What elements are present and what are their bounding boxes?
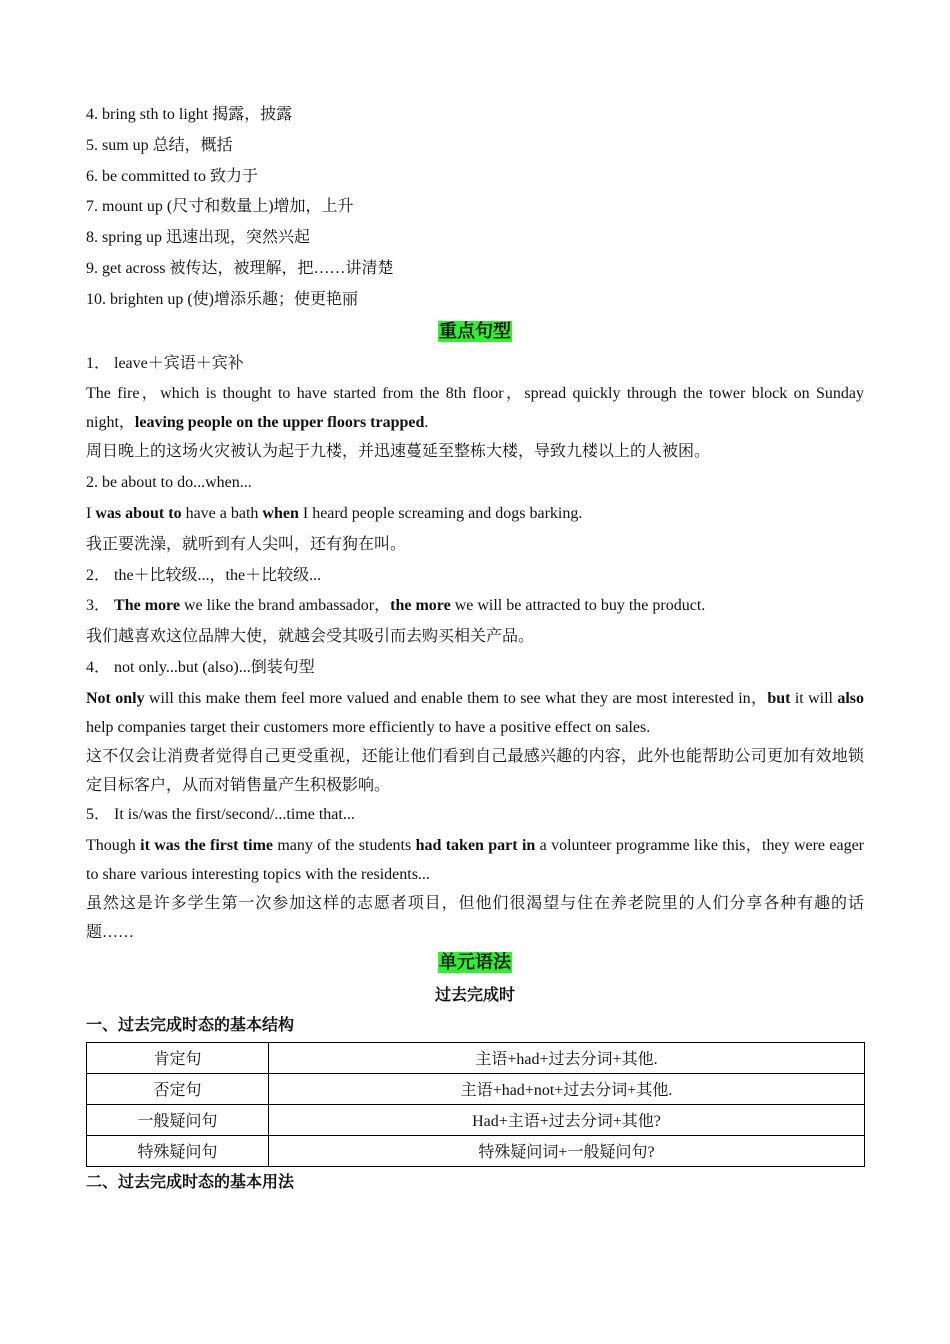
pattern-5-example: Though it was the first time many of the students had taken part in a volunteer programme like this，they were eager to share various interesting topics with the residents... (86, 836, 865, 883)
document-content (86, 100, 864, 1197)
key-sentences-heading (86, 316, 864, 349)
table-cell: 否定句 (87, 1073, 269, 1104)
pattern-1-example: The fire，which is thought to have started from the 8th floor，spread quickly through the tower block on Sunday night，leaving people on the upper floors trapped. (86, 385, 864, 432)
phrase-item: 9. get across 被传达，被理解，把……讲清楚 (86, 259, 394, 277)
phrase-item: 6. be committed to 致力于 (86, 167, 258, 185)
pattern-5-translation: 虽然这是许多学生第一次参加这样的志愿者项目，但他们很渴望与住在养老院里的人们分享各种有趣的话题…… (86, 894, 864, 941)
table-cell: 肯定句 (87, 1042, 269, 1073)
key-sentences-heading-text: 重点句型 (439, 320, 511, 342)
table-cell: 特殊疑问词+一般疑问句? (269, 1135, 865, 1166)
pattern-2-title: 2. be about to do...when... (86, 474, 252, 492)
phrase-item: 10. brighten up (使)增添乐趣；使更艳丽 (86, 290, 358, 308)
grammar-subheading: 过去完成时 (434, 984, 515, 1004)
table-row (87, 1135, 865, 1166)
pattern-3-example: 3． The more we like the brand ambassador，the more we will be attracted to buy the product. (86, 597, 706, 615)
grammar-heading-text: 单元语法 (439, 951, 511, 973)
table-cell: 一般疑问句 (87, 1104, 269, 1135)
phrase-item: 8. spring up 迅速出现，突然兴起 (86, 229, 311, 247)
pattern-3-translation: 我们越喜欢这位品牌大使，就越会受其吸引而去购买相关产品。 (86, 628, 535, 646)
table-cell: Had+主语+过去分词+其他? (269, 1104, 865, 1135)
table-cell: 主语+had+过去分词+其他. (269, 1042, 865, 1073)
pattern-4-example: Not only will this make them feel more valued and enable them to see what they are most interested in，but it will also help companies target their customers more efficiently to have a positive effect on sales. (86, 689, 865, 736)
pattern-3-title: 2． the＋比较级...，the＋比较级... (86, 566, 322, 584)
grammar-section-2-title: 二、过去完成时态的基本用法 (86, 1171, 295, 1191)
table-row (87, 1042, 865, 1073)
grammar-heading (86, 947, 864, 980)
pattern-2-translation: 我正要洗澡，就听到有人尖叫，还有狗在叫。 (86, 535, 407, 553)
table-cell: 特殊疑问句 (87, 1135, 269, 1166)
pattern-2-example: I was about to have a bath when I heard people screaming and dogs barking. (86, 504, 583, 522)
pattern-4-translation: 这不仅会让消费者觉得自己更受重视，还能让他们看到自己最感兴趣的内容，此外也能帮助公司更加有效地锁定目标客户，从而对销售量产生积极影响。 (86, 747, 864, 794)
table-row (87, 1073, 865, 1104)
phrase-item: 4. bring sth to light 揭露，披露 (86, 106, 293, 123)
table-row (87, 1104, 865, 1135)
past-perfect-structure-table (86, 1042, 865, 1167)
phrase-item: 7. mount up (尺寸和数量上)增加，上升 (86, 198, 354, 216)
pattern-1-title: 1． leave＋宾语＋宾补 (86, 354, 244, 372)
pattern-1-translation: 周日晚上的这场火灾被认为起于九楼，并迅速蔓延至整栋大楼，导致九楼以上的人被困。 (86, 443, 711, 461)
table-cell: 主语+had+not+过去分词+其他. (269, 1073, 865, 1104)
phrase-item: 5. sum up 总结，概括 (86, 136, 233, 154)
phrase-list (86, 100, 864, 316)
pattern-4-title: 4． not only...but (also)...倒装句型 (86, 658, 315, 676)
pattern-5-title: 5． It is/was the first/second/...time that... (86, 805, 355, 823)
grammar-section-1-title: 一、过去完成时态的基本结构 (86, 1014, 295, 1034)
